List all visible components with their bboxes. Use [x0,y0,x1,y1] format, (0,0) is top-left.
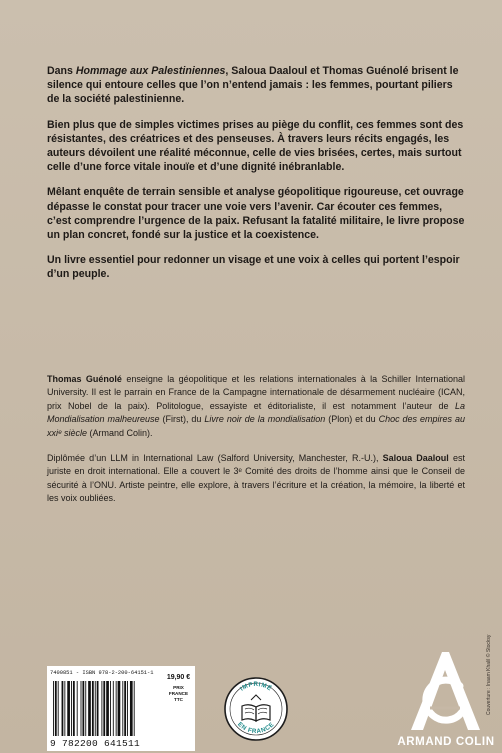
book-ref: La Mondialisation malheureuse [47,400,465,425]
blurb-paragraph-1: Dans Hommage aux Palestiniennes, Saloua Daaloul et Thomas Guénolé brisent le silence qui entoure celles que l’on n’entend jamais : les femmes, pourtant piliers de la société palestinienne. [47,65,459,106]
blurb-paragraph-2: Bien plus que de simples victimes prises au piège du conflit, ces femmes sont des résistantes, des créatrices et des penseuses. À travers leurs récits engagés, les auteurs dévoilent une réalité méconnue, celle de vies brisées, certes, mais surtout celle d’une force vitale inouïe et d’une dignité inébranlable. [47,118,464,174]
svg-text:IMPRIMÉ: IMPRIMÉ [238,681,274,693]
author-name: Saloua Daaloul [382,453,449,464]
printed-in-france-seal-icon [223,676,289,742]
book-title: Hommage aux Palestiniennes [75,65,226,77]
publisher-name: ARMAND COLIN [397,736,495,748]
bio-saloua-daaloul: Diplômée d’un LLM in International Law (Salford University, Manchester, R.-U.), Saloua Daaloul est juriste en droit international. Elle a couvert le 3ᵉ Comité des droits de l’homme ainsi que le Conseil de sécurité à l’ONU. Artiste peintre, elle explore, à travers l’écriture et la création, la mémoire, la liberté et les voix oubliées. [47,453,465,504]
price: 19,90 € [166,674,191,681]
author-bios [47,373,465,518]
author-name: Thomas Guénolé [47,374,122,384]
book-ref: Livre noir de la mondialisation [204,414,326,425]
svg-text:EN FRANCE: EN FRANCE [236,720,276,736]
book-ref: Choc des empires au xxiᵉ siècle [47,414,465,438]
blurb-paragraph-3: Mêlant enquête de terrain sensible et analyse géopolitique rigoureuse, cet ouvrage dépasse le constat pour tracer une voie vers l’avenir. Car écouter ces femmes, c’est comprendre l’urgence de la paix. Refusant la fatalité militaire, le livre propose un plan concret, fondé sur la justice et la coexistence. [47,186,465,242]
barcode-label [47,666,195,751]
armand-colin-logo-icon [396,646,494,734]
barcode-icon [53,681,157,736]
bio-thomas-guenole: Thomas Guénolé enseigne la géopolitique et les relations internationales à la Schiller International University. Il est le parrain en France de la Campagne internationale de désarmement nucléaire (ICAN, prix Nobel de la paix). Politologue, essayiste et éditorialiste, il est notamment l’auteur de La Mondialisation malheureuse (First), du Livre noir de la mondialisation (Plon) et du Choc des empires au xxiᵉ siècle (Armand Colin). [47,374,465,438]
blurb [47,64,465,293]
isbn-line: 7400851 - ISBN 978-2-200-64151-1 [50,670,154,676]
barcode-digits: 9 782200 641511 [50,738,141,749]
blurb-paragraph-4: Un livre essentiel pour redonner un visage et une voix à celles qui portent l’espoir d’un peuple. [47,254,460,281]
cover-credit: Couverture : Inaam Khalil © Stocksy [486,634,492,715]
price-label: PRIX FRANCE TTC [168,685,189,702]
